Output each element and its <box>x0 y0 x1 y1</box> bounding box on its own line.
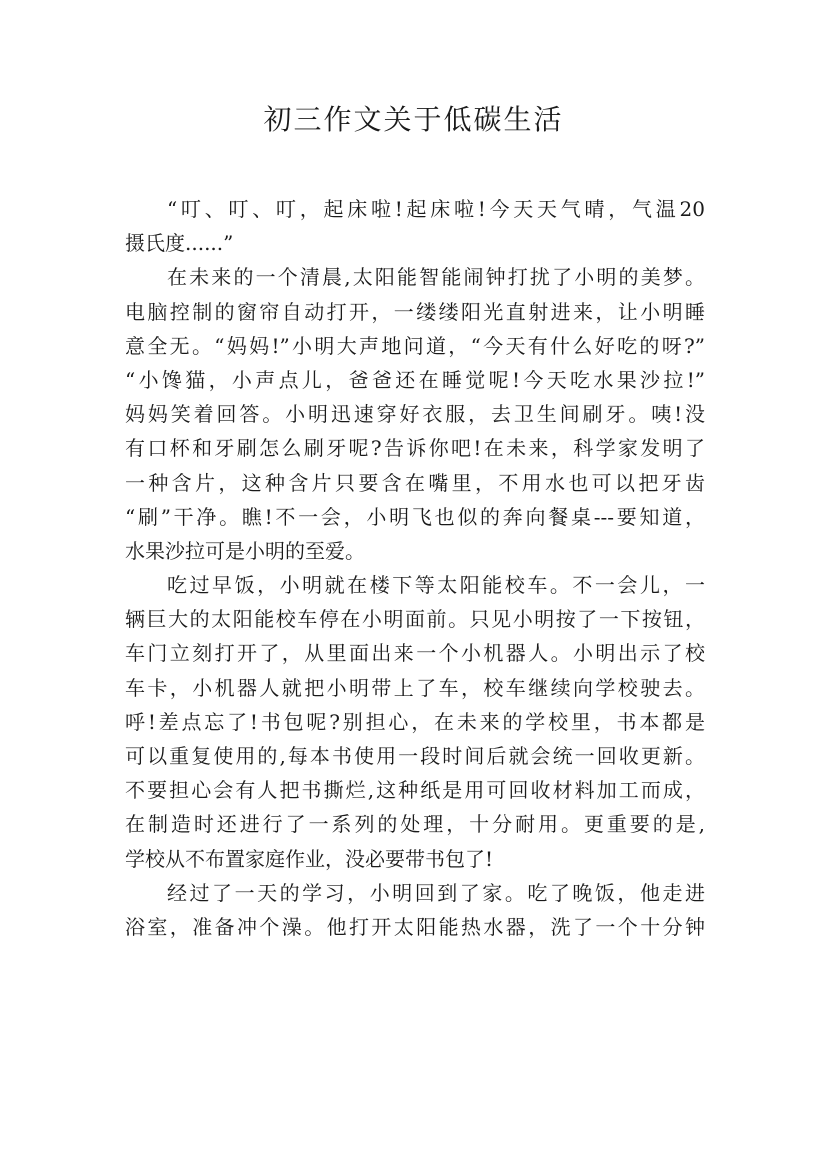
text-line: 车卡，小机器人就把小明带上了车，校车继续向学校驶去。 <box>125 675 705 700</box>
document-body <box>125 192 705 944</box>
text-line: 车门立刻打开了，从里面出来一个小机器人。小明出示了校 <box>125 641 705 666</box>
text-line: 妈妈笑着回答。小明迅速穿好衣服，去卫生间刷牙。咦!没 <box>125 402 705 427</box>
text-line: 可以重复使用的,每本书使用一段时间后就会统一回收更新。 <box>125 744 705 768</box>
text-line: “刷”干净。瞧!不一会，小明飞也似的奔向餐桌---要知道， <box>125 504 705 529</box>
text-line: 吃过早饭，小明就在楼下等太阳能校车。不一会儿，一 <box>167 573 705 598</box>
text-line: 在未来的一个清晨,太阳能智能闹钟打扰了小明的美梦。 <box>167 265 705 290</box>
text-line: “小馋猫，小声点儿，爸爸还在睡觉呢!今天吃水果沙拉!” <box>125 367 705 392</box>
text-line: 辆巨大的太阳能校车停在小明面前。只见小明按了一下按钮， <box>125 607 705 632</box>
text-line: 水果沙拉可是小明的至爱。 <box>125 538 365 563</box>
document-title: 初三作文关于低碳生活 <box>263 103 564 136</box>
text-line: 电脑控制的窗帘自动打开，一缕缕阳光直射进来，让小明睡 <box>125 299 705 324</box>
text-line: “叮、叮、叮，起床啦!起床啦!今天天气晴，气温20 <box>167 197 705 221</box>
text-line: 摄氏度......” <box>125 231 234 256</box>
text-line: 意全无。“妈妈!”小明大声地问道，“今天有什么好吃的呀?” <box>125 333 705 358</box>
text-line: 不要担心会有人把书撕烂,这种纸是用可回收材料加工而成， <box>125 778 705 803</box>
text-line: 一种含片，这种含片只要含在嘴里，不用水也可以把牙齿 <box>125 470 705 495</box>
text-line: 有口杯和牙刷怎么刷牙呢?告诉你吧!在未来，科学家发明了 <box>125 436 705 461</box>
text-line: 经过了一天的学习，小明回到了家。吃了晚饭，他走进 <box>167 880 705 905</box>
text-line: 呼!差点忘了!书包呢?别担心，在未来的学校里，书本都是 <box>125 709 705 734</box>
text-line: 浴室，准备冲个澡。他打开太阳能热水器，洗了一个十分钟 <box>125 914 705 939</box>
text-line: 学校从不布置家庭作业，没必要带书包了! <box>125 846 494 871</box>
text-line: 在制造时还进行了一系列的处理，十分耐用。更重要的是, <box>125 812 705 837</box>
